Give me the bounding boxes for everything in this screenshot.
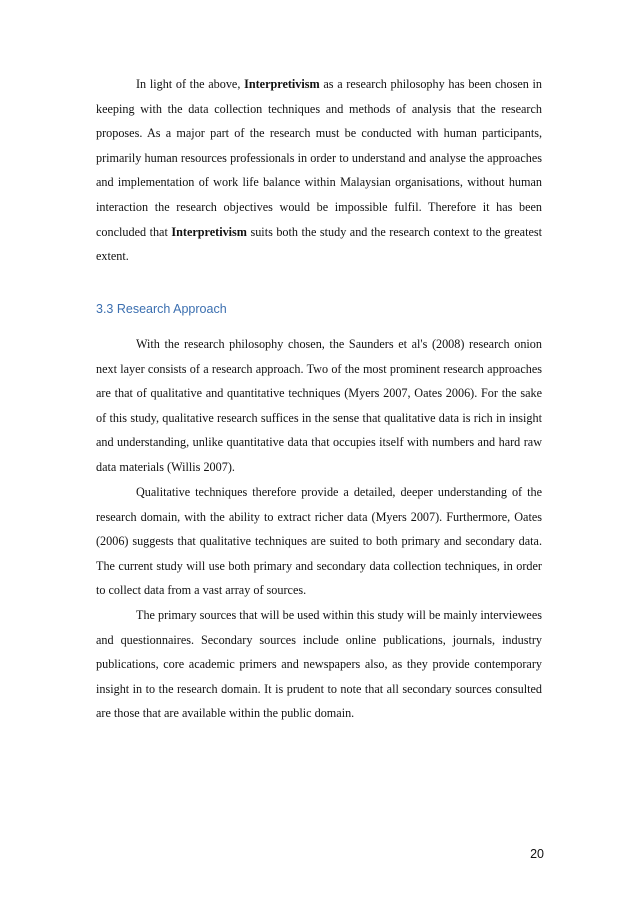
section-heading: 3.3 Research Approach [96,302,227,316]
paragraph-text: In light of the above, [136,77,245,91]
paragraph-sources: The primary sources that will be used within this study will be mainly interviewees and questionnaires. Secondary sources include online publications, journals, industry publications, core academic primers and newspapers also, as they provide contemporary insight in to the research domain. It is prudent to note that all secondary sources consulted are those that are available within the public domain. [96,608,542,721]
paragraph-interpretivism [96,72,542,269]
paragraph-text: suits both the study and the research context to the greatest extent. [96,224,542,264]
paragraph-text: as a research philosophy has been chosen in keeping with the data collection techniques and methods of analysis that the research proposes. As a major part of the research must be conducted with human participants, primarily human resources professionals in order to understand and analyse the approaches and implementation of work life balance within Malaysian organisations, without human interaction the research objectives would be impossible fulfil. Therefore it has been concluded that [96,77,543,239]
page-number: 20 [530,847,544,861]
bold-term: Interpretivism [244,77,320,91]
interpretivism-section [96,72,542,269]
research-approach-section [96,332,542,480]
qualitative-techniques-section [96,480,542,603]
bold-term: Interpretivism [171,224,247,239]
paragraph-qualitative: Qualitative techniques therefore provide a detailed, deeper understanding of the research domain, with the ability to extract richer data (Myers 2007). Furthermore, Oates (2006) suggests that qualitative techniques are suited to both primary and secondary data. The current study will use both primary and secondary data collection techniques, in order to collect data from a vast array of sources. [96,485,542,598]
sources-section [96,603,542,726]
paragraph-research-approach: With the research philosophy chosen, the Saunders et al's (2008) research onion next layer consists of a research approach. Two of the most prominent research approaches are that of qualitative and quantitative techniques (Myers 2007, Oates 2006). For the sake of this study, qualitative research suffices in the sense that qualitative data is rich in insight and understanding, unlike quantitative data that occupies itself with numbers and hard raw data materials (Willis 2007). [96,337,542,474]
